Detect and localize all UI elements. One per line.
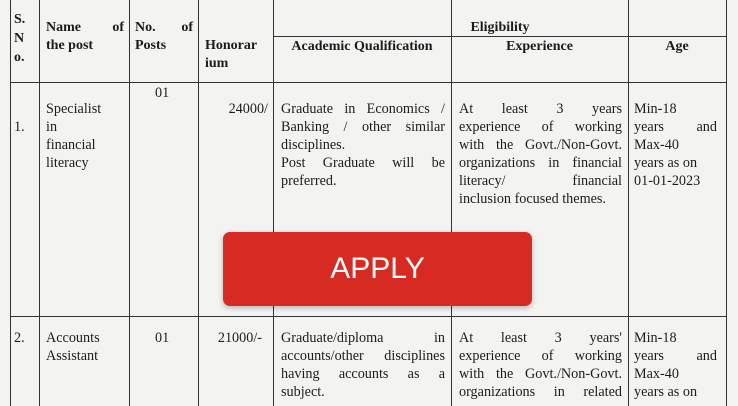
row-honorarium: 21000/- [217,330,262,346]
row-age: Min-18 years and Max-40 years as on [634,330,717,400]
header-qualification: Academic Qualification [291,39,433,54]
header-age: Age [665,39,689,54]
row-sno: 1. [14,119,25,135]
row-post-name: Specialist in financial literacy [46,101,102,171]
row-honorarium: 24000/ [228,101,268,117]
header-honorarium: Honorar ium [205,38,258,71]
row-qualification: Graduate in Economics / Banking / other similar disciplines. Post Graduate will be preferred. [281,101,445,189]
header-name: Name of the post [46,20,124,53]
row-sno: 2. [14,330,25,346]
row-experience: At least 3 years experience of working with the Govt./Non-Govt. organizations in financial literacy/ financial inclusion focused themes. [459,101,622,207]
header-eligibility: Eligibility [470,20,530,35]
row-post-name: Accounts Assistant [46,330,100,364]
header-sno: S. N o. [14,12,26,65]
row-qualification: Graduate/diploma in accounts/other disciplines having accounts as a subject. [281,330,445,400]
header-experience: Experience [506,39,573,54]
row-posts: 01 [155,85,170,101]
row-posts: 01 [155,330,170,346]
row-age: Min-18 years and Max-40 years as on 01-01-2023 [634,101,717,189]
apply-button[interactable]: APPLY [223,232,532,306]
row-experience: At least 3 years' experience of working with the Govt./Non-Govt. organizations in related [459,330,622,400]
header-posts: No. of Posts [135,20,193,53]
